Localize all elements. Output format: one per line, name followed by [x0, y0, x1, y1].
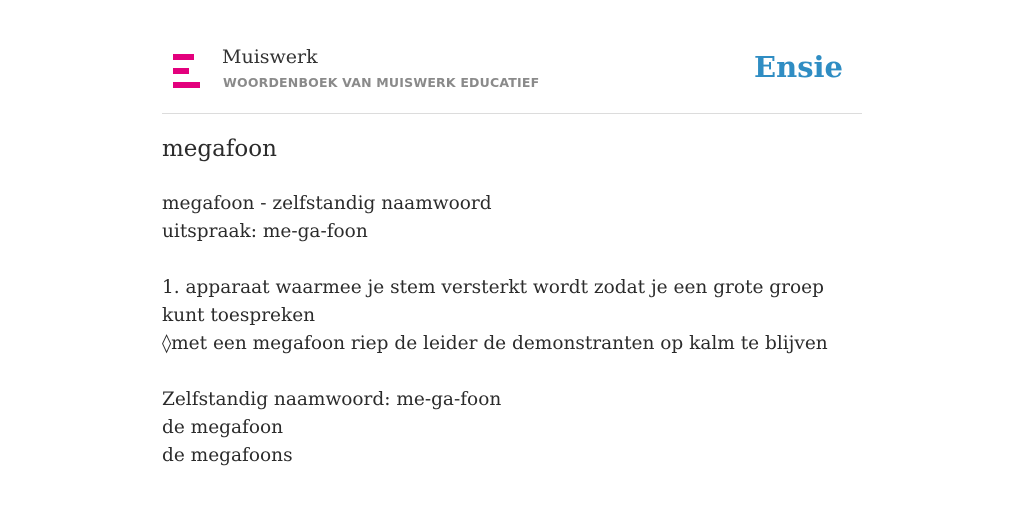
plural-form: de megafoons [162, 445, 293, 466]
page-title: megafoon [162, 136, 277, 162]
sense-1-definition: 1. apparaat waarmee je stem versterkt wordt zodat je een grote groep kunt toespreken [162, 277, 824, 326]
sense-1-example: ◊met een megafoon riep de leider de demonstranten op kalm te blijven [162, 333, 828, 354]
publisher-name[interactable]: Muiswerk [222, 46, 318, 68]
muiswerk-logo-icon[interactable] [173, 54, 200, 88]
logo-bar-top [173, 54, 194, 60]
grammar-heading: Zelfstandig naamwoord: me-ga-foon [162, 389, 502, 410]
header [162, 40, 862, 114]
singular-form: de megafoon [162, 417, 284, 438]
blank-line [162, 358, 862, 386]
definition-body [162, 190, 862, 470]
pronunciation-line: uitspraak: me-ga-foon [162, 221, 368, 242]
logo-bar-middle [173, 68, 189, 74]
publisher-subtitle: WOORDENBOEK VAN MUISWERK EDUCATIEF [223, 75, 540, 90]
logo-bar-bottom [173, 82, 200, 88]
word-class-line: megafoon - zelfstandig naamwoord [162, 193, 492, 214]
blank-line [162, 246, 862, 274]
ensie-logo[interactable]: Ensie [754, 50, 843, 84]
